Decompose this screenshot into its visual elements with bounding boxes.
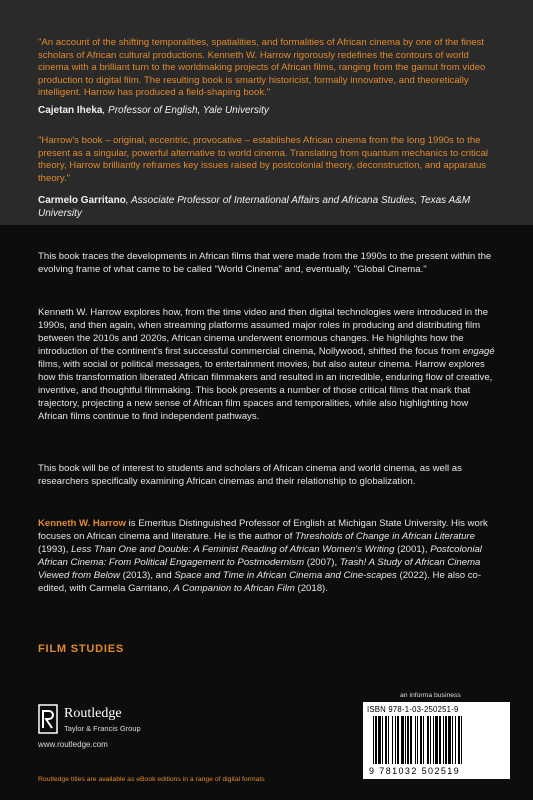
barcode [363, 702, 510, 779]
barcode-bar [435, 716, 438, 764]
bio-text: (2013), and [119, 570, 175, 581]
reviewer-title: , Professor of English, Yale University [102, 105, 269, 116]
barcode-bar [410, 716, 412, 764]
publisher-url: www.routledge.com [38, 740, 108, 749]
reviewer-name: Carmelo Garritano [38, 195, 126, 206]
barcode-bar [378, 716, 381, 764]
barcode-bar [439, 716, 441, 764]
routledge-logo-icon [38, 704, 58, 734]
barcode-bar [430, 716, 431, 764]
blurb-text: Kenneth W. Harrow explores how, from the time video and then digital technologies were introduced in the 1990s, and then again, when streaming platforms assumed major roles in producing and distributing film between the 2010s and 2020s, African cinema underwent enormous changes. He highlights how the introduction of the continent's first successful commercial cinema, Nollywood, shifted the focus from [38, 307, 489, 357]
publisher-name: Routledge [64, 706, 122, 721]
work-title: Space and Time in African Cinema and Cine-scapes [174, 570, 397, 581]
barcode-bars [367, 716, 506, 766]
barcode-bar [407, 716, 409, 764]
blurb-paragraph-2 [38, 306, 500, 423]
bio-text: (2022). He also co-edited, with Carmela Garritano, [38, 570, 482, 594]
review-quote-2: "Harrow's book – original, eccentric, provocative – establishes African cinema from the long 1990s to the present as a singular, powerful alternative to world cinema. Translating from quantum mechanics to critical theory, Harrow brilliantly reframes key issues raised by postcolonial theory, deconstruction, and apparatus theory." [38, 135, 489, 184]
barcode-bar [420, 716, 422, 764]
work-title: A Companion to African Film [173, 583, 295, 594]
barcode-bar [392, 716, 393, 764]
barcode-bar [382, 716, 383, 764]
barcode-bar [401, 716, 404, 764]
author-bio [38, 517, 500, 595]
barcode-bar [427, 716, 429, 764]
review-attribution-2 [38, 194, 508, 220]
reviews-panel [0, 0, 533, 225]
barcode-bar [385, 716, 387, 764]
barcode-bar [455, 716, 456, 764]
barcode-bar [405, 716, 406, 764]
barcode-bar [443, 716, 444, 764]
bio-text: (1993), [38, 544, 72, 555]
isbn-label: ISBN 978-1-03-250251-9 [367, 705, 459, 714]
blurb-text: films, with social or political messages, to entertainment movies, but also auteur cinema. Harrow explores how this transformation liberated African filmmakers and resulted in an incredible, enduring flow of creative, inventive, and thoughtful filmmaking. This book presents a number of those critical films that mark that trajectory, projecting a new sense of African film spaces and temporalities, while also highlighting how African films continue to find independent pathways. [38, 359, 493, 422]
barcode-bar [423, 716, 424, 764]
barcode-digits: 9 781032 502519 [369, 766, 461, 776]
work-title: Trash! A Study of African Cinema Viewed from Below [38, 557, 481, 581]
blurb-emphasis: engagé [462, 346, 495, 357]
barcode-bar [452, 716, 453, 764]
barcode-bar [415, 716, 416, 764]
bio-text: (2018). [294, 583, 328, 594]
work-title: Less Than One and Double: A Feminist Reading of African Women's Writing [71, 544, 395, 555]
review-quote-1: "An account of the shifting temporalities, spatialities, and formalities of African cinema by one of the finest scholars of African cultural productions. Kenneth W. Harrow rigorously redefines the contours of world cinema with a brilliant turn to the worldmaking projects of African films, ranging from the gamut from video production to digital film. The resulting book is smartly historicist, formally innovative, and theoretically intelligent. Harrow has produced a field-shaping book." [38, 37, 486, 99]
informa-tagline: an informa business [400, 692, 461, 699]
bio-text: (2007), [304, 557, 340, 568]
publisher-group: Taylor & Francis Group [64, 724, 141, 733]
barcode-bar [458, 716, 460, 764]
blurb-paragraph-1: This book traces the developments in African films that were made from the 1990s to the present within the evolving frame of what came to be called "World Cinema" and, eventually, "Global Cinema." [38, 251, 492, 275]
barcode-bar [461, 716, 462, 764]
reviewer-name: Cajetan Iheka [38, 105, 103, 116]
barcode-bar [395, 716, 396, 764]
barcode-bar [445, 716, 447, 764]
blurb-paragraph-3: This book will be of interest to students and scholars of African cinema and world cinema, as well as researchers specifically examining African cinemas and their relationship to globalization. [38, 463, 462, 487]
ebook-note: Routledge titles are available as eBook editions in a range of digital formats [38, 776, 265, 783]
bio-text: is Emeritus Distinguished Professor of English at Michigan State University. His work focuses on African cinema and literature. He is the author of [38, 518, 488, 542]
review-attribution-1 [38, 104, 508, 117]
barcode-bar [373, 716, 374, 764]
barcode-bar [397, 716, 399, 764]
barcode-bar [375, 716, 377, 764]
work-title: Thresholds of Change in African Literature [295, 531, 475, 542]
barcode-bar [388, 716, 389, 764]
bio-text: (2001), [394, 544, 431, 555]
barcode-bar [417, 716, 418, 764]
barcode-bar [433, 716, 434, 764]
work-title: Postcolonial African Cinema: From Political Engagement to Postmodernism [38, 544, 482, 568]
subject-category: FILM STUDIES [38, 643, 124, 655]
author-name: Kenneth W. Harrow [38, 518, 126, 529]
barcode-bar [448, 716, 451, 764]
reviewer-title: , Associate Professor of International Affairs and Africana Studies, Texas A&M University [38, 195, 471, 219]
